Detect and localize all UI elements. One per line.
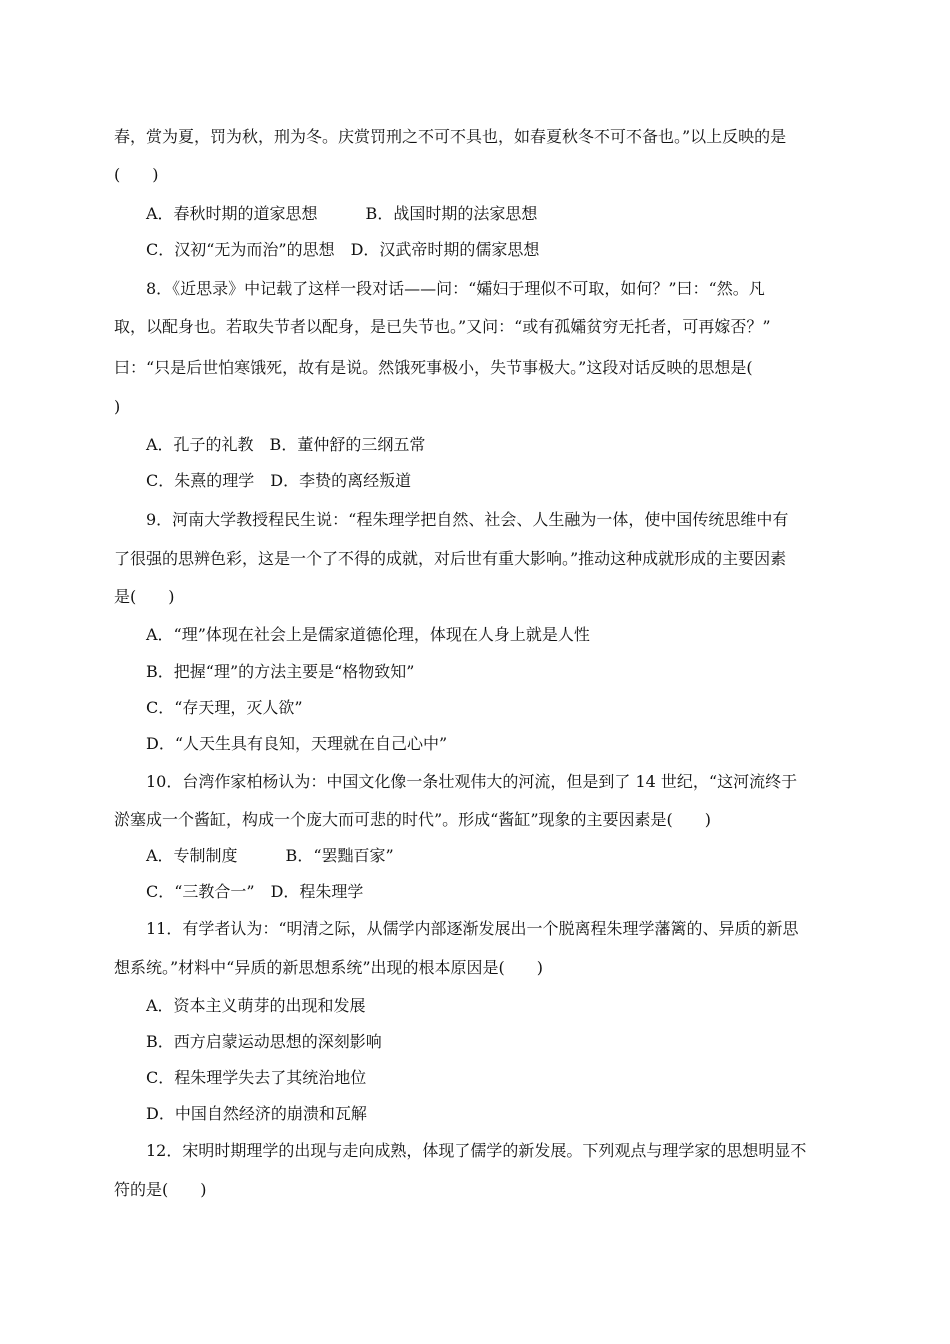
question-8-stem-line-1: 8．《近思录》中记载了这样一段对话——问：“孀妇于理似不可取，如何？”曰：“然。凡 (146, 279, 765, 298)
question-11-option-d: D．中国自然经济的崩溃和瓦解 (146, 1104, 367, 1123)
question-9-option-a: A．“理”体现在社会上是儒家道德伦理，体现在人身上就是人性 (146, 625, 590, 644)
question-11-option-c: C．程朱理学失去了其统治地位 (146, 1068, 367, 1087)
question-8-stem-line-2: 取，以配身也。若取失节者以配身，是已失节也。”又问：“或有孤孀贫穷无托者，可再嫁否？” (114, 317, 771, 336)
question-9-stem-line-2: 了很强的思辨色彩，这是一个了不得的成就，对后世有重大影响。”推动这种成就形成的主要因素 (114, 549, 787, 568)
question-10-stem-line-1: 10．台湾作家柏杨认为：中国文化像一条壮观伟大的河流，但是到了 14 世纪，“这河流终于 (146, 772, 798, 791)
question-7-options-a-b: A．春秋时期的道家思想 B．战国时期的法家思想 (146, 204, 538, 223)
question-12-stem-line-2: 符的是( ) (114, 1180, 207, 1199)
question-10-options-a-b: A．专制制度 B．“罢黜百家” (146, 846, 394, 865)
question-7-stem-line: 春，赏为夏，罚为秋，刑为冬。庆赏罚刑之不可不具也，如春夏秋冬不可不备也。”以上反映的是 (114, 127, 787, 146)
question-10-stem-line-2: 淤塞成一个酱缸，构成一个庞大而可悲的时代”。形成“酱缸”现象的主要因素是( ) (114, 810, 712, 829)
question-9-option-d: D．“人天生具有良知，天理就在自己心中” (146, 734, 448, 753)
question-11-option-a: A．资本主义萌芽的出现和发展 (146, 996, 366, 1015)
question-9-stem-line-1: 9．河南大学教授程民生说：“程朱理学把自然、社会、人生融为一体，使中国传统思维中有 (146, 510, 789, 529)
question-10-options-c-d: C．“三教合一” D．程朱理学 (146, 882, 364, 901)
question-9-stem-line-3: 是( ) (114, 587, 175, 606)
question-11-option-b: B．西方启蒙运动思想的深刻影响 (146, 1032, 382, 1051)
question-8-stem-line-3: 曰：“只是后世怕寒饿死，故有是说。然饿死事极小，失节事极大。”这段对话反映的思想是( (114, 358, 753, 377)
question-7-answer-bracket: ( ) (114, 165, 159, 184)
question-9-option-c: C．“存天理，灭人欲” (146, 698, 303, 717)
question-12-stem-line-1: 12．宋明时期理学的出现与走向成熟，体现了儒学的新发展。下列观点与理学家的思想明显不 (146, 1141, 807, 1160)
question-8-options-a-b: A．孔子的礼教 B．董仲舒的三纲五常 (146, 435, 426, 454)
question-7-options-c-d: C．汉初“无为而治”的思想 D．汉武帝时期的儒家思想 (146, 240, 540, 259)
question-11-stem-line-1: 11．有学者认为：“明清之际，从儒学内部逐渐发展出一个脱离程朱理学藩篱的、异质的新思 (146, 919, 799, 938)
question-8-options-c-d: C．朱熹的理学 D．李贽的离经叛道 (146, 471, 412, 490)
question-9-option-b: B．把握“理”的方法主要是“格物致知” (146, 662, 415, 681)
question-11-stem-line-2: 想系统。”材料中“异质的新思想系统”出现的根本原因是( ) (114, 958, 544, 977)
question-8-answer-bracket: ) (114, 397, 121, 416)
